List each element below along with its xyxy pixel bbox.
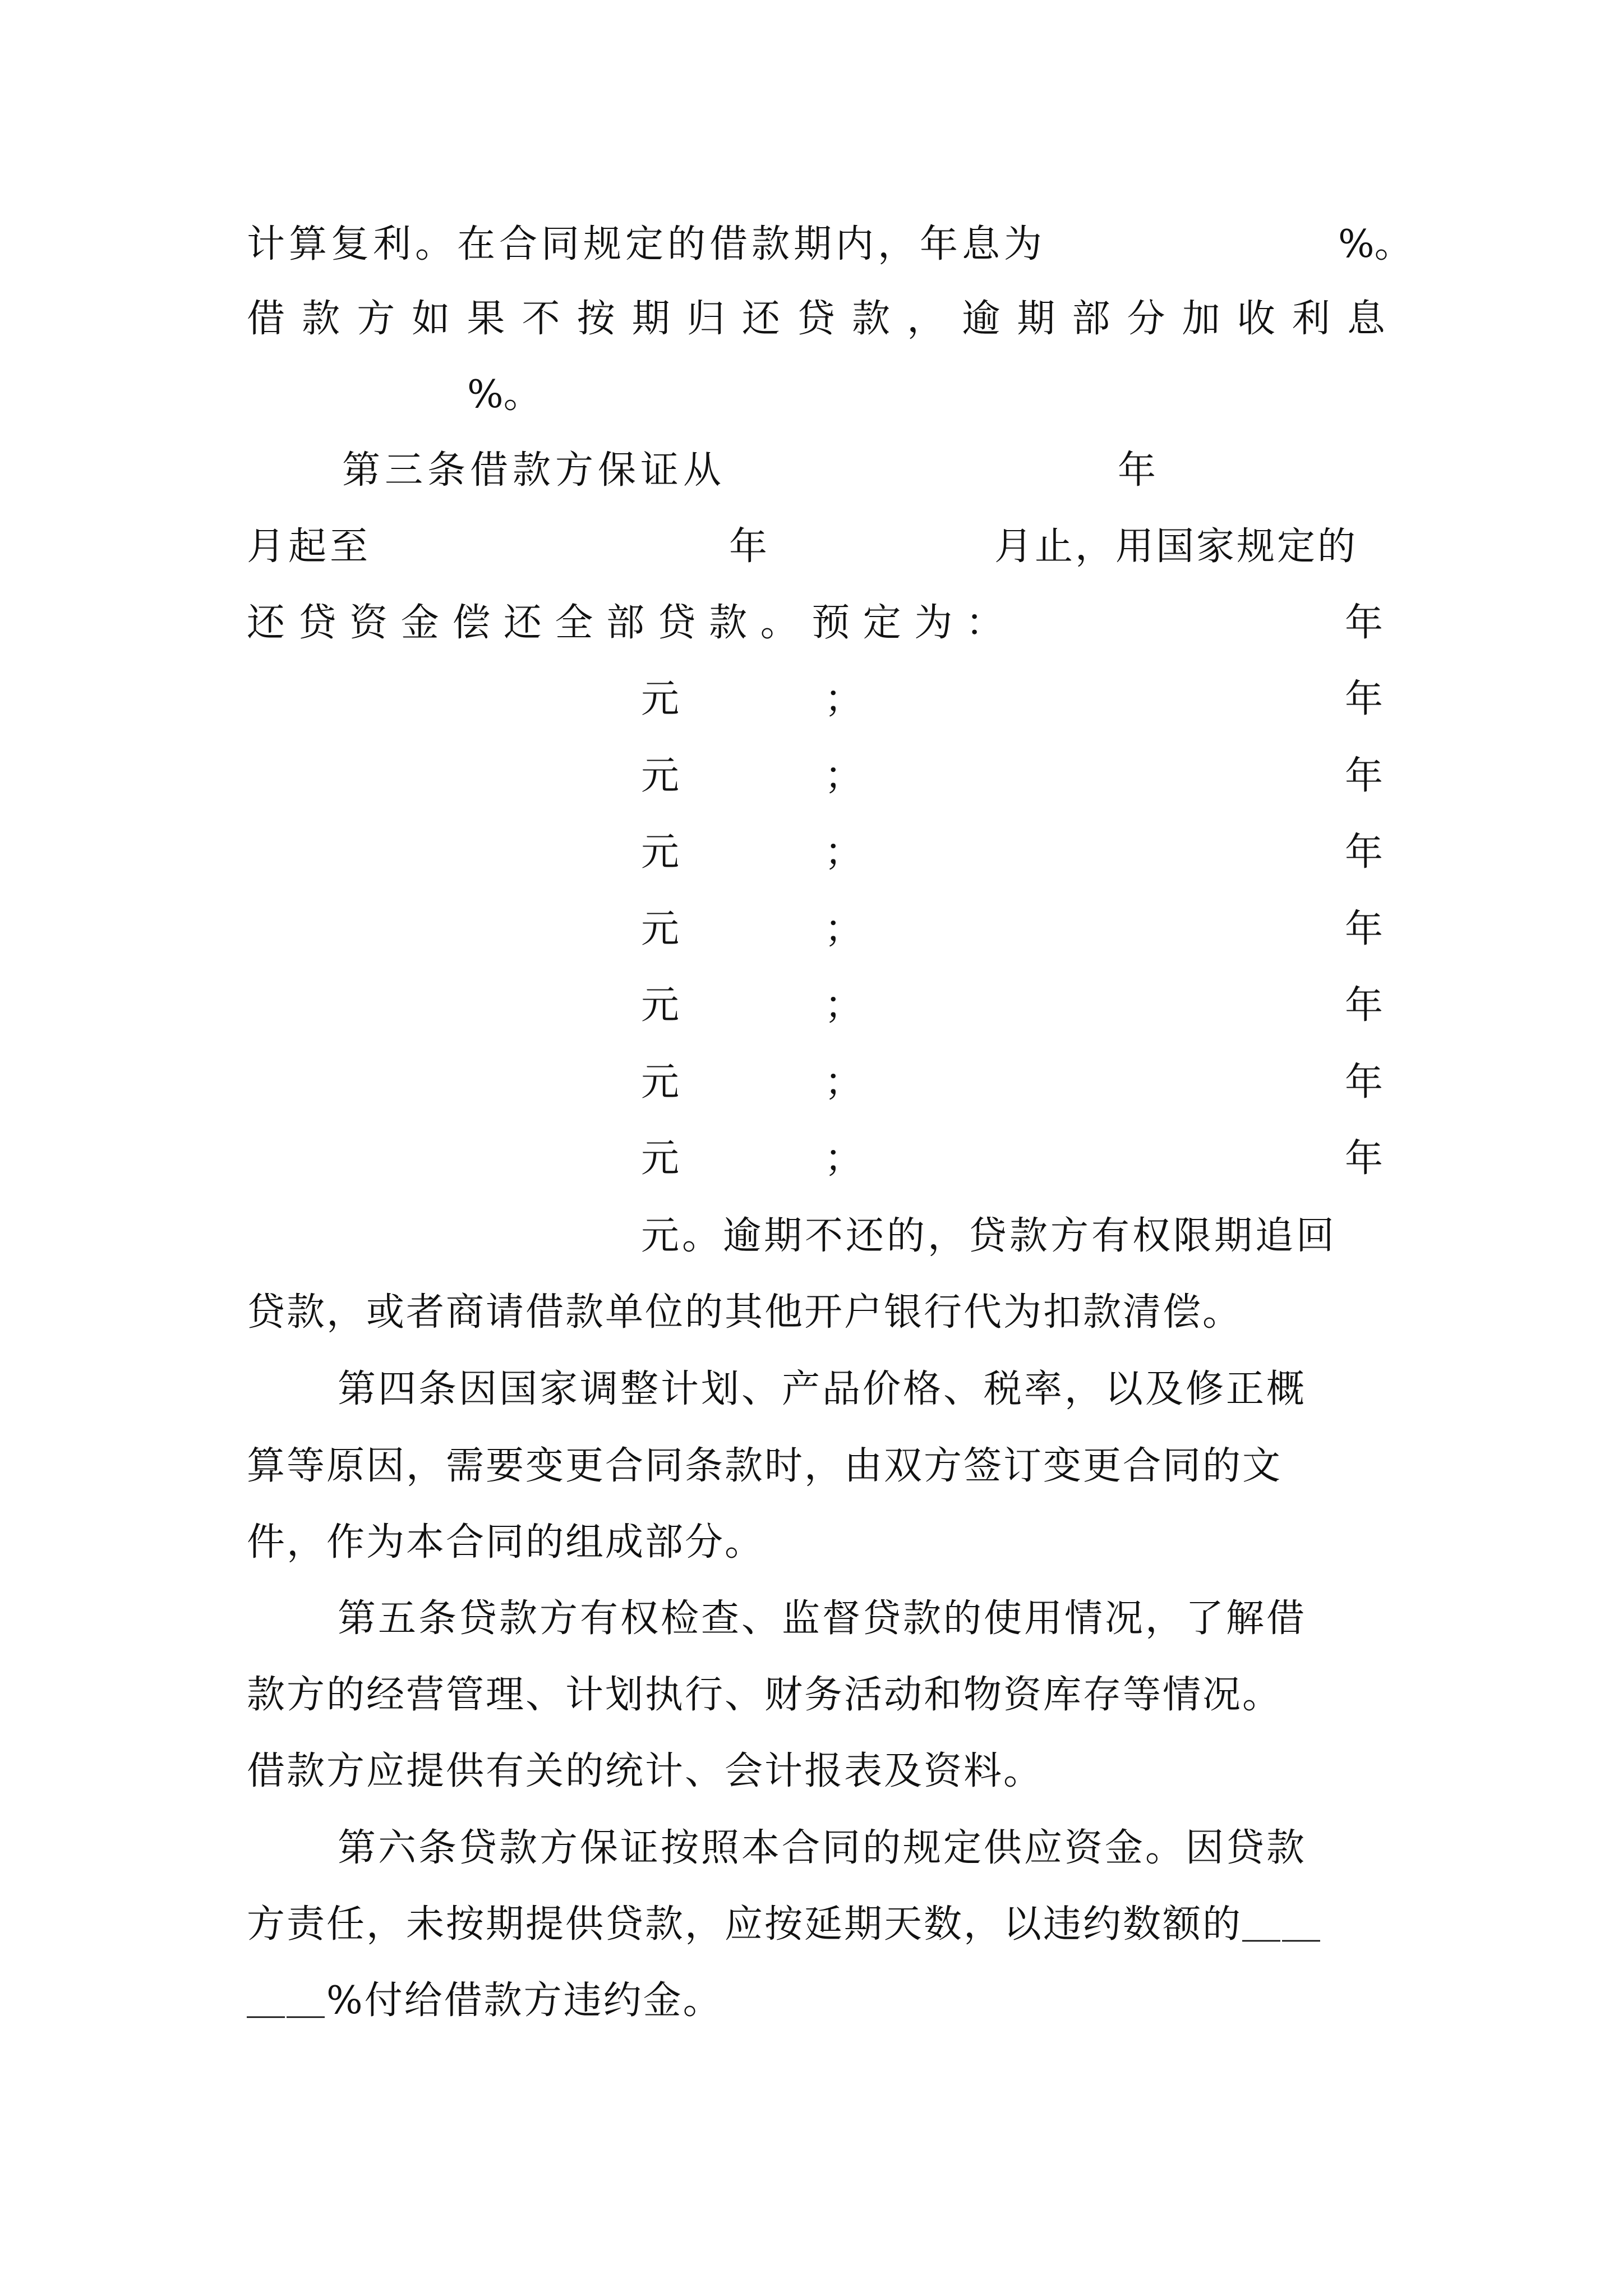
schedule-semicolon: ； xyxy=(824,907,863,951)
line-1-left: 计算复利。在合同规定的借款期内，年息为 xyxy=(247,222,1046,266)
schedule-year: 年 xyxy=(1345,907,1384,951)
line-6-char: ： xyxy=(965,601,1004,645)
schedule-semicolon: ； xyxy=(824,983,863,1028)
line-6-char: 款 xyxy=(709,601,748,645)
line-1-percent: %。 xyxy=(1338,222,1413,266)
line-2-char: 不 xyxy=(522,297,560,341)
line-2-char: 加 xyxy=(1182,297,1220,341)
article-5-line-1: 第五条贷款方有权检查、监督贷款的使用情况，了解借 xyxy=(338,1596,1307,1641)
schedule-year: 年 xyxy=(1345,1137,1384,1181)
line-2-char: 部 xyxy=(1072,297,1110,341)
schedule-year: 年 xyxy=(1345,754,1384,798)
schedule-semicolon: ； xyxy=(824,1060,863,1105)
line-2-char: 如 xyxy=(412,297,450,341)
line-2-char: 逾 xyxy=(962,297,1000,341)
line-5-month-until: 月止，用国家规定的 xyxy=(994,524,1358,569)
line-6-char: 为 xyxy=(914,601,953,645)
line-2-char: 贷 xyxy=(796,297,835,341)
schedule-year: 年 xyxy=(1345,830,1384,875)
line-2 xyxy=(247,297,1385,341)
line-2-char: 利 xyxy=(1292,297,1330,341)
schedule-yuan: 元 xyxy=(641,1137,680,1181)
article-6-line-1: 第六条贷款方保证按照本合同的规定供应资金。因贷款 xyxy=(338,1826,1307,1870)
line-6-year: 年 xyxy=(1345,601,1384,645)
line-2-char: 分 xyxy=(1127,297,1165,341)
schedule-yuan: 元 xyxy=(641,830,680,875)
article-5-line-3: 借款方应提供有关的统计、会计报表及资料。 xyxy=(247,1749,1044,1793)
schedule-yuan: 元 xyxy=(641,1060,680,1105)
article-6-line-3: ＿＿%付给借款方违约金。 xyxy=(247,1978,723,2023)
schedule-semicolon: ； xyxy=(824,830,863,875)
schedule-year: 年 xyxy=(1345,1060,1384,1105)
line-6-char: 偿 xyxy=(452,601,491,645)
line-2-char: 款 xyxy=(852,297,891,341)
schedule-yuan: 元 xyxy=(641,983,680,1028)
line-6-char: 资 xyxy=(349,601,388,645)
line-6 xyxy=(247,601,1004,645)
article-6-line-2: 方责任，未按期提供贷款，应按延期天数，以违约数额的＿＿ xyxy=(247,1902,1322,1947)
line-2-char: 收 xyxy=(1237,297,1275,341)
line-6-char: 还 xyxy=(247,601,285,645)
line-2-char: 还 xyxy=(741,297,780,341)
line-14: 元。逾期不还的，贷款方有权限期追回 xyxy=(641,1214,1338,1258)
line-6-char: 。 xyxy=(760,601,799,645)
line-6-char: 部 xyxy=(606,601,644,645)
article-4-line-1: 第四条因国家调整计划、产品价格、税率，以及修正概 xyxy=(338,1367,1307,1411)
line-2-char: 期 xyxy=(1017,297,1055,341)
line-3-percent: %。 xyxy=(467,372,542,417)
line-2-char: 期 xyxy=(631,297,670,341)
line-5-month-from: 月起至 xyxy=(247,524,372,569)
line-6-char: 贷 xyxy=(298,601,336,645)
schedule-semicolon: ； xyxy=(824,1137,863,1181)
line-2-char: 息 xyxy=(1347,297,1385,341)
schedule-year: 年 xyxy=(1345,983,1384,1028)
schedule-semicolon: ； xyxy=(824,754,863,798)
line-15: 贷款，或者商请借款单位的其他开户银行代为扣款清偿。 xyxy=(247,1290,1243,1335)
line-6-char: 定 xyxy=(863,601,901,645)
line-6-char: 预 xyxy=(811,601,850,645)
line-2-char: 借 xyxy=(247,297,285,341)
schedule-semicolon: ； xyxy=(824,677,863,721)
article-4-line-3: 件，作为本合同的组成部分。 xyxy=(247,1520,765,1565)
line-2-char: 果 xyxy=(467,297,505,341)
line-2-char: 按 xyxy=(577,297,615,341)
line-5-year: 年 xyxy=(729,524,768,569)
article-5-line-2: 款方的经营管理、计划执行、财务活动和物资库存等情况。 xyxy=(247,1673,1283,1717)
line-6-char: 贷 xyxy=(657,601,696,645)
line-6-char: 全 xyxy=(555,601,593,645)
line-2-char: ， xyxy=(907,297,946,341)
schedule-yuan: 元 xyxy=(641,907,680,951)
article-3-start: 第三条借款方保证从 xyxy=(342,448,726,493)
line-2-char: 款 xyxy=(302,297,340,341)
line-2-char: 方 xyxy=(357,297,395,341)
schedule-yuan: 元 xyxy=(641,677,680,721)
line-2-char: 归 xyxy=(686,297,725,341)
article-3-year: 年 xyxy=(1118,448,1156,493)
line-6-char: 还 xyxy=(503,601,542,645)
line-6-char: 金 xyxy=(400,601,439,645)
schedule-year: 年 xyxy=(1345,677,1384,721)
article-4-line-2: 算等原因，需要变更合同条款时，由双方签订变更合同的文 xyxy=(247,1444,1283,1488)
schedule-yuan: 元 xyxy=(641,754,680,798)
